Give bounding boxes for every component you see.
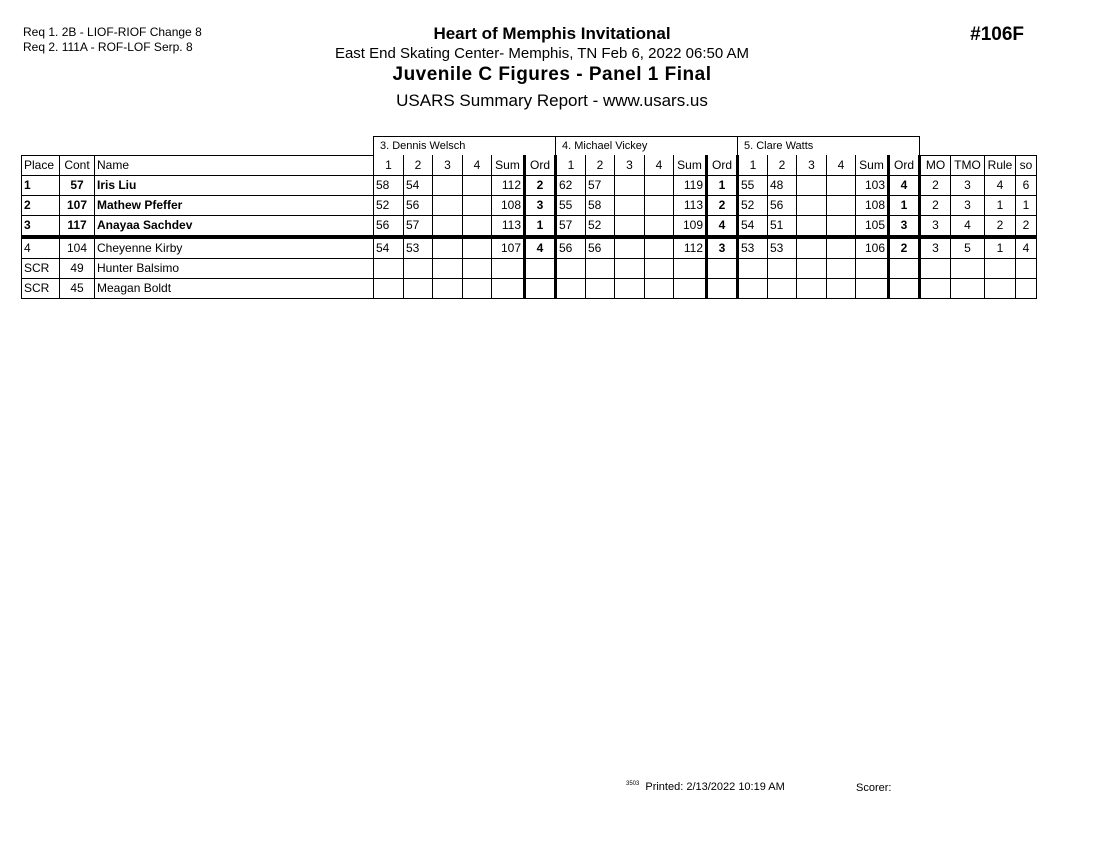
mo-cell xyxy=(920,278,951,298)
tmo-cell: 5 xyxy=(951,237,985,259)
score-cell: 56 xyxy=(556,237,586,259)
score-cell xyxy=(404,278,433,298)
score-cell: 57 xyxy=(556,215,586,237)
score-cell xyxy=(615,278,645,298)
score-cell xyxy=(586,258,615,278)
ord-cell: 3 xyxy=(525,195,556,215)
venue-date: East End Skating Center- Memphis, TN Feb 6, 2022 06:50 AM xyxy=(334,45,750,62)
sum-cell xyxy=(856,278,889,298)
score-cell xyxy=(433,278,463,298)
competition-title: Heart of Memphis Invitational xyxy=(433,24,671,43)
mo-cell xyxy=(920,258,951,278)
score-cell xyxy=(586,278,615,298)
col-so: so xyxy=(1016,155,1037,175)
score-cell: 55 xyxy=(556,195,586,215)
score-cell xyxy=(768,258,797,278)
tmo-cell: 3 xyxy=(951,195,985,215)
ord-cell xyxy=(707,258,738,278)
score-cell: 52 xyxy=(374,195,404,215)
score-cell xyxy=(463,175,492,195)
score-cell xyxy=(556,258,586,278)
name-cell: Anayaa Sachdev xyxy=(95,215,374,237)
result-row xyxy=(22,195,1037,215)
sum-cell: 108 xyxy=(492,195,525,215)
score-cell xyxy=(797,215,827,237)
sum-cell xyxy=(492,258,525,278)
sum-cell: 113 xyxy=(674,195,707,215)
score-cell: 52 xyxy=(738,195,768,215)
place-cell: SCR xyxy=(22,278,60,298)
col-score-4: 4 xyxy=(645,155,674,175)
score-cell xyxy=(615,237,645,259)
ord-cell xyxy=(525,278,556,298)
col-ord: Ord xyxy=(525,155,556,175)
sum-cell: 103 xyxy=(856,175,889,195)
score-cell xyxy=(797,175,827,195)
score-cell: 48 xyxy=(768,175,797,195)
rule-cell xyxy=(985,278,1016,298)
score-cell: 56 xyxy=(374,215,404,237)
col-sum: Sum xyxy=(492,155,525,175)
score-cell xyxy=(827,258,856,278)
col-place: Place xyxy=(22,155,60,175)
name-cell: Cheyenne Kirby xyxy=(95,237,374,259)
col-cont: Cont xyxy=(60,155,95,175)
score-cell: 54 xyxy=(738,215,768,237)
ord-cell: 4 xyxy=(525,237,556,259)
col-tmo: TMO xyxy=(951,155,985,175)
score-cell xyxy=(433,237,463,259)
score-cell: 56 xyxy=(586,237,615,259)
score-cell xyxy=(433,215,463,237)
score-cell xyxy=(433,175,463,195)
sum-cell: 106 xyxy=(856,237,889,259)
ord-cell: 1 xyxy=(889,195,920,215)
name-cell: Iris Liu xyxy=(95,175,374,195)
ord-cell: 3 xyxy=(889,215,920,237)
score-cell: 52 xyxy=(586,215,615,237)
result-row xyxy=(22,175,1037,195)
col-score-4: 4 xyxy=(827,155,856,175)
score-cell xyxy=(827,237,856,259)
col-score-1: 1 xyxy=(556,155,586,175)
sum-cell: 119 xyxy=(674,175,707,195)
ord-cell: 2 xyxy=(889,237,920,259)
place-cell: 3 xyxy=(22,215,60,237)
judges-row xyxy=(22,137,1037,156)
event-number: #106F xyxy=(970,24,1024,45)
place-cell: 1 xyxy=(22,175,60,195)
col-rule: Rule xyxy=(985,155,1016,175)
col-mo: MO xyxy=(920,155,951,175)
col-score-3: 3 xyxy=(433,155,463,175)
footer-code: 3503 xyxy=(626,781,640,787)
score-cell: 54 xyxy=(374,237,404,259)
cont-cell: 45 xyxy=(60,278,95,298)
score-cell: 53 xyxy=(768,237,797,259)
cont-cell: 107 xyxy=(60,195,95,215)
sum-cell: 108 xyxy=(856,195,889,215)
score-cell xyxy=(404,258,433,278)
score-cell xyxy=(433,195,463,215)
mo-cell: 3 xyxy=(920,215,951,237)
col-score-3: 3 xyxy=(615,155,645,175)
place-cell: 4 xyxy=(22,237,60,259)
col-ord: Ord xyxy=(707,155,738,175)
score-cell xyxy=(374,278,404,298)
score-cell xyxy=(463,258,492,278)
score-cell xyxy=(738,258,768,278)
name-cell: Hunter Balsimo xyxy=(95,258,374,278)
score-cell xyxy=(645,278,674,298)
score-cell: 57 xyxy=(404,215,433,237)
event-title: Juvenile C Figures - Panel 1 Final xyxy=(392,64,712,85)
ord-cell: 2 xyxy=(525,175,556,195)
rule-cell xyxy=(985,258,1016,278)
cont-cell: 57 xyxy=(60,175,95,195)
tmo-cell: 3 xyxy=(951,175,985,195)
score-cell xyxy=(645,215,674,237)
requirement-2: Req 2. 111A - ROF-LOF Serp. 8 xyxy=(23,40,193,54)
col-score-4: 4 xyxy=(463,155,492,175)
score-cell xyxy=(615,215,645,237)
ord-cell: 3 xyxy=(707,237,738,259)
sum-cell xyxy=(674,278,707,298)
score-cell xyxy=(797,258,827,278)
col-ord: Ord xyxy=(889,155,920,175)
so-cell xyxy=(1016,258,1037,278)
so-cell xyxy=(1016,278,1037,298)
so-cell: 6 xyxy=(1016,175,1037,195)
cont-cell: 104 xyxy=(60,237,95,259)
name-cell: Meagan Boldt xyxy=(95,278,374,298)
score-cell xyxy=(645,258,674,278)
ord-cell: 4 xyxy=(707,215,738,237)
sum-cell: 109 xyxy=(674,215,707,237)
score-cell xyxy=(374,258,404,278)
col-score-2: 2 xyxy=(404,155,433,175)
report-title: USARS Summary Report - www.usars.us xyxy=(396,91,708,110)
footer-printed xyxy=(626,781,785,793)
column-header-row xyxy=(22,155,1037,175)
sum-cell: 107 xyxy=(492,237,525,259)
col-name: Name xyxy=(95,155,374,175)
col-score-2: 2 xyxy=(768,155,797,175)
cont-cell: 49 xyxy=(60,258,95,278)
col-score-2: 2 xyxy=(586,155,615,175)
rule-cell: 1 xyxy=(985,195,1016,215)
score-cell xyxy=(738,278,768,298)
ord-cell: 1 xyxy=(525,215,556,237)
score-cell xyxy=(645,195,674,215)
score-cell xyxy=(827,175,856,195)
so-cell: 4 xyxy=(1016,237,1037,259)
rule-cell: 4 xyxy=(985,175,1016,195)
score-cell xyxy=(645,237,674,259)
sum-cell: 105 xyxy=(856,215,889,237)
scorer-label: Scorer: xyxy=(856,782,892,794)
rule-cell: 1 xyxy=(985,237,1016,259)
so-cell: 1 xyxy=(1016,195,1037,215)
ord-cell: 4 xyxy=(889,175,920,195)
score-cell: 58 xyxy=(374,175,404,195)
score-cell: 56 xyxy=(768,195,797,215)
result-row xyxy=(22,278,1037,298)
score-cell: 57 xyxy=(586,175,615,195)
score-cell xyxy=(827,278,856,298)
cont-cell: 117 xyxy=(60,215,95,237)
score-cell xyxy=(615,175,645,195)
tmo-cell xyxy=(951,258,985,278)
col-sum: Sum xyxy=(674,155,707,175)
score-cell xyxy=(797,278,827,298)
score-cell: 58 xyxy=(586,195,615,215)
place-cell: SCR xyxy=(22,258,60,278)
judge-name: 5. Clare Watts xyxy=(738,137,920,156)
score-cell: 53 xyxy=(738,237,768,259)
score-cell xyxy=(433,258,463,278)
score-cell xyxy=(827,215,856,237)
so-cell: 2 xyxy=(1016,215,1037,237)
ord-cell xyxy=(889,278,920,298)
judge-name: 3. Dennis Welsch xyxy=(374,137,556,156)
rule-cell: 2 xyxy=(985,215,1016,237)
ord-cell: 1 xyxy=(707,175,738,195)
score-cell xyxy=(797,195,827,215)
ord-cell xyxy=(889,258,920,278)
col-score-1: 1 xyxy=(374,155,404,175)
results-table xyxy=(21,136,1037,299)
mo-cell: 3 xyxy=(920,237,951,259)
score-cell: 55 xyxy=(738,175,768,195)
score-cell: 53 xyxy=(404,237,433,259)
mo-cell: 2 xyxy=(920,175,951,195)
score-cell xyxy=(615,195,645,215)
mo-cell: 2 xyxy=(920,195,951,215)
score-cell xyxy=(556,278,586,298)
score-cell: 54 xyxy=(404,175,433,195)
col-score-3: 3 xyxy=(797,155,827,175)
printed-date: Printed: 2/13/2022 10:19 AM xyxy=(645,781,785,793)
sum-cell xyxy=(856,258,889,278)
sum-cell xyxy=(674,258,707,278)
col-score-1: 1 xyxy=(738,155,768,175)
sum-cell: 112 xyxy=(674,237,707,259)
ord-cell xyxy=(707,278,738,298)
score-cell xyxy=(827,195,856,215)
col-sum: Sum xyxy=(856,155,889,175)
score-cell xyxy=(645,175,674,195)
score-cell: 62 xyxy=(556,175,586,195)
judge-name: 4. Michael Vickey xyxy=(556,137,738,156)
score-cell: 51 xyxy=(768,215,797,237)
sum-cell: 112 xyxy=(492,175,525,195)
tmo-cell: 4 xyxy=(951,215,985,237)
score-cell xyxy=(463,278,492,298)
name-cell: Mathew Pfeffer xyxy=(95,195,374,215)
tmo-cell xyxy=(951,278,985,298)
result-row xyxy=(22,258,1037,278)
result-row xyxy=(22,215,1037,237)
score-cell xyxy=(797,237,827,259)
score-cell xyxy=(768,278,797,298)
sum-cell xyxy=(492,278,525,298)
score-cell xyxy=(463,195,492,215)
score-cell: 56 xyxy=(404,195,433,215)
score-cell xyxy=(463,215,492,237)
ord-cell xyxy=(525,258,556,278)
sum-cell: 113 xyxy=(492,215,525,237)
ord-cell: 2 xyxy=(707,195,738,215)
score-cell xyxy=(615,258,645,278)
place-cell: 2 xyxy=(22,195,60,215)
result-row xyxy=(22,237,1037,259)
score-cell xyxy=(463,237,492,259)
requirement-1: Req 1. 2B - LIOF-RIOF Change 8 xyxy=(23,25,202,39)
